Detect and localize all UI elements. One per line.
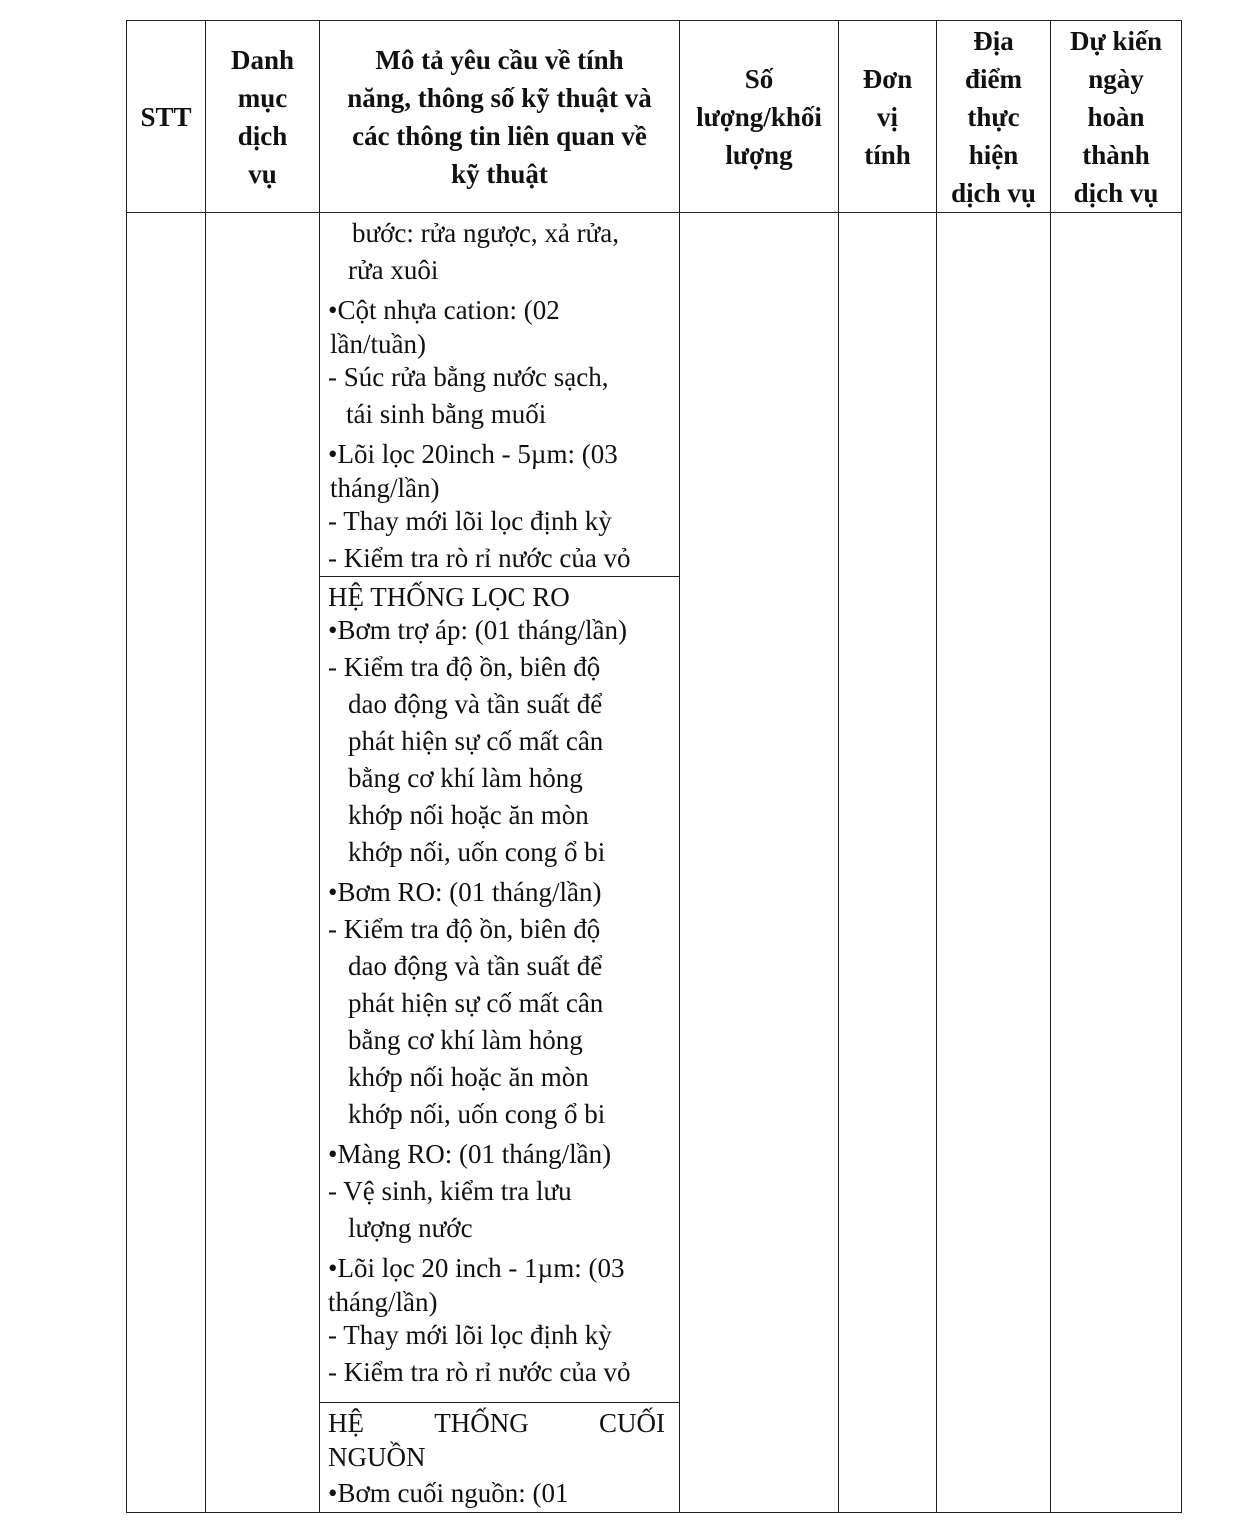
description-block-softener <box>320 213 679 577</box>
heading-word: CUỐI <box>599 1408 665 1438</box>
unit-cell <box>839 213 937 1513</box>
header-quantity: Số lượng/khối lượng <box>680 21 839 213</box>
description-cell <box>320 213 680 1513</box>
text-line: •Bơm RO: (01 tháng/lần) <box>328 877 602 907</box>
completion-date-cell <box>1051 213 1182 1513</box>
text-line: - Vệ sinh, kiểm tra lưu <box>328 1176 572 1206</box>
text-line: khớp nối hoặc ăn mòn <box>348 800 589 830</box>
text-line: tháng/lần) <box>328 1287 438 1317</box>
text-line: •Lõi lọc 20inch - 5µm: (03 <box>328 439 618 469</box>
text-line: •Cột nhựa cation: (02 <box>328 295 560 325</box>
text-line: - Kiểm tra độ ồn, biên độ <box>328 652 601 682</box>
text-line: •Bơm trợ áp: (01 tháng/lần) <box>328 615 627 645</box>
header-stt: STT <box>127 21 206 213</box>
text-line: phát hiện sự cố mất cân <box>348 726 604 756</box>
quantity-cell <box>680 213 839 1513</box>
text-line: bằng cơ khí làm hỏng <box>348 763 583 793</box>
text-line: khớp nối hoặc ăn mòn <box>348 1062 589 1092</box>
header-category: Danh mục dịch vụ <box>206 21 320 213</box>
text-line: - Thay mới lõi lọc định kỳ <box>328 506 612 536</box>
text-line: - Thay mới lõi lọc định kỳ <box>328 1320 612 1350</box>
text-line: dao động và tần suất để <box>348 951 603 981</box>
text-line: khớp nối, uốn cong ổ bi <box>348 1099 606 1129</box>
text-line: tái sinh bằng muối <box>346 399 547 429</box>
text-line: dao động và tần suất để <box>348 689 603 719</box>
header-place: Địa điểm thực hiện dịch vụ <box>937 21 1051 213</box>
text-line: •Lõi lọc 20 inch - 1µm: (03 <box>328 1253 625 1283</box>
header-row <box>127 21 1182 213</box>
text-line: khớp nối, uốn cong ổ bi <box>348 837 606 867</box>
section-heading: NGUỒN <box>328 1442 426 1472</box>
place-cell <box>937 213 1051 1513</box>
description-block-ro-system <box>320 577 679 1403</box>
header-description: Mô tả yêu cầu về tính năng, thông số kỹ thuật và các thông tin liên quan về kỹ thuật <box>320 21 680 213</box>
heading-word: HỆ <box>328 1408 364 1438</box>
text-line: phát hiện sự cố mất cân <box>348 988 604 1018</box>
section-heading: HỆ THỐNG LỌC RO <box>328 582 570 612</box>
text-line: •Màng RO: (01 tháng/lần) <box>328 1139 612 1169</box>
text-line: - Súc rửa bằng nước sạch, <box>328 362 609 392</box>
category-cell <box>206 213 320 1513</box>
technical-spec-table <box>126 20 1182 1513</box>
description-block-end-system <box>320 1403 679 1512</box>
text-line: lượng nước <box>348 1213 473 1243</box>
heading-word: THỐNG <box>434 1408 529 1438</box>
text-line: - Kiểm tra rò rỉ nước của vỏ <box>328 543 631 573</box>
header-unit: Đơn vị tính <box>839 21 937 213</box>
text-line: lần/tuần) <box>330 329 426 359</box>
header-completion-date: Dự kiến ngày hoàn thành dịch vụ <box>1051 21 1182 213</box>
text-line: - Kiểm tra rò rỉ nước của vỏ <box>328 1357 631 1387</box>
section-heading <box>328 1405 665 1442</box>
text-line: •Bơm cuối nguồn: (01 <box>328 1478 569 1508</box>
text-line: bằng cơ khí làm hỏng <box>348 1025 583 1055</box>
stt-cell <box>127 213 206 1513</box>
text-line: tháng/lần) <box>330 473 440 503</box>
text-line: bước: rửa ngược, xả rửa, <box>352 218 619 248</box>
table-row <box>127 213 1182 1513</box>
text-line: - Kiểm tra độ ồn, biên độ <box>328 914 601 944</box>
text-line: rửa xuôi <box>348 255 439 285</box>
